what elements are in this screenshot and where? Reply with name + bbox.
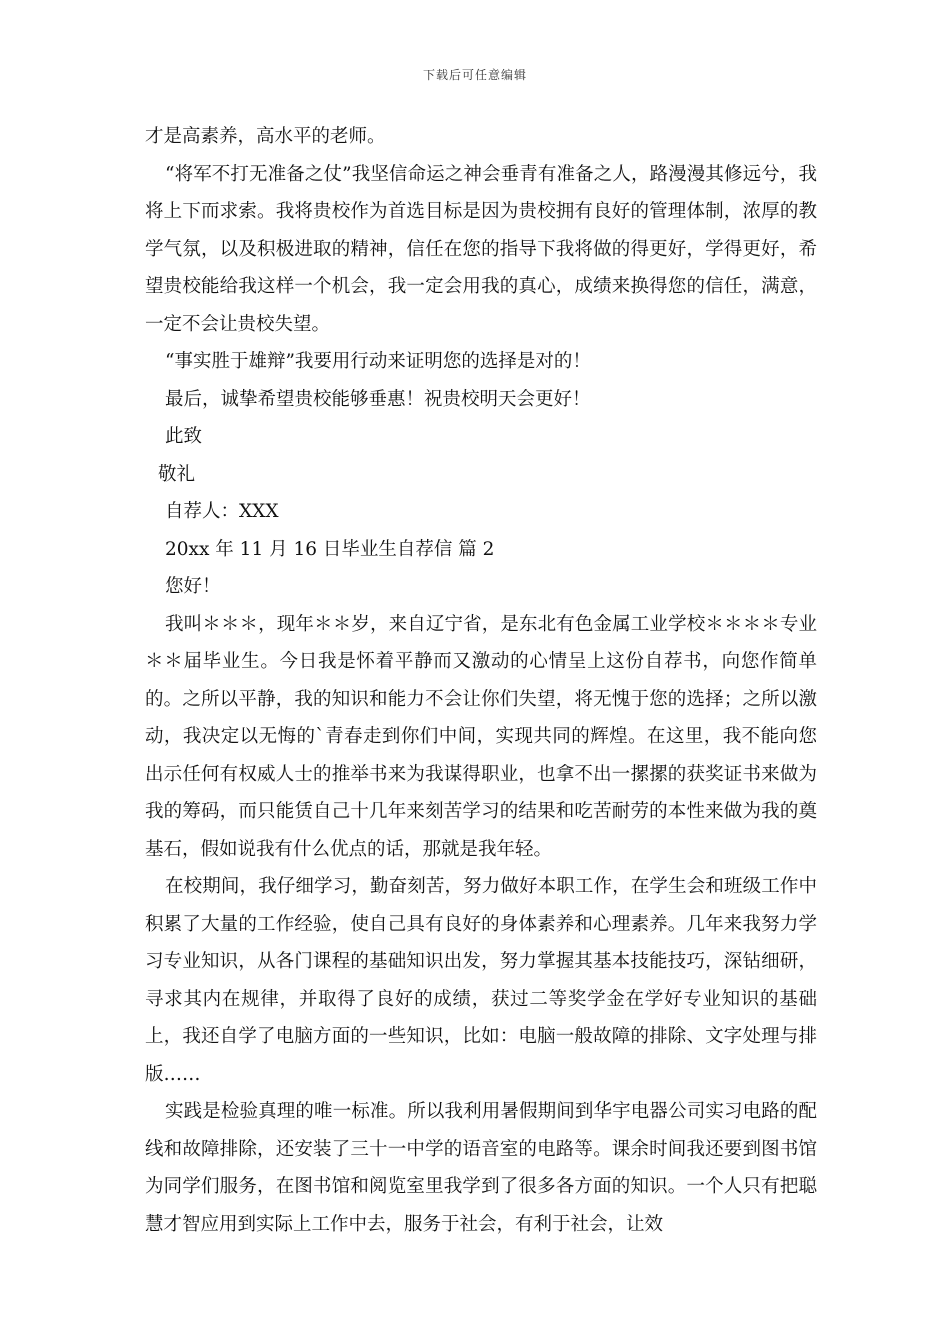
document-body [145,118,817,1243]
greeting: 您好！ [165,576,221,597]
page-header: 下载后可任意编辑 [422,68,527,82]
paragraph-preparation: “将军不打无准备之仗”我坚信命运之神会垂青有准备之人，路漫漫其修远兮，我将上下而求索。我将贵校作为首选目标是因为贵校拥有良好的管理体制，浓厚的教学气氛，以及积极进取的精神，信任在您的指导下我将做的得更好，学得更好，希望贵校能给我这样一个机会，我一定会用我的真心，成绩来换得您的信任，满意，一定不会让贵校失望。 [145,163,817,335]
salutation-cizhi: 此致 [165,426,203,447]
paragraph-continuation: 才是高素养，高水平的老师。 [145,126,386,147]
paragraph-introduction: 我叫＊＊＊，现年＊＊岁，来自辽宁省，是东北有色金属工业学校＊＊＊＊专业＊＊届毕业生。今日我是怀着平静而又激动的心情呈上这份自荐书，向您作简单的。之所以平静，我的知识和能力不会让你们失望，将无愧于您的选择；之所以激动，我决定以无悔的`青春走到你们中间，实现共同的辉煌。在这里，我不能向您出示任何有权威人士的推举书来为我谋得职业，也拿不出一摞摞的获奖证书来做为我的筹码，而只能赁自己十几年来刻苦学习的结果和吃苦耐劳的本性来做为我的奠基石，假如说我有什么优点的话，那就是我年轻。 [145,613,817,860]
paragraph-closing-wish: 最后，诚挚希望贵校能够垂惠！祝贵校明天会更好！ [165,388,591,410]
signature-line: 自荐人：XXX [165,501,279,522]
section-heading: 20xx 年 11 月 16 日毕业生自荐信 篇 2 [165,538,495,560]
paragraph-school-period: 在校期间，我仔细学习，勤奋刻苦，努力做好本职工作，在学生会和班级工作中积累了大量的工作经验，使自己具有良好的身体素养和心理素养。几年来我努力学习专业知识，从各门课程的基础知识出发，努力掌握其基本技能技巧，深钻细研，寻求其内在规律，并取得了良好的成绩，获过二等奖学金在学好专业知识的基础上，我还自学了电脑方面的一些知识，比如：电脑一般故障的排除、文字处理与排版…… [145,876,817,1085]
paragraph-practice: 实践是检验真理的唯一标准。所以我利用暑假期间到华宇电器公司实习电路的配线和故障排除，还安装了三十一中学的语音室的电路等。课余时间我还要到图书馆为同学们服务，在图书馆和阅览室里我学到了很多各方面的知识。一个人只有把聪慧才智应用到实际上工作中去，服务于社会，有利于社会，让效 [145,1101,817,1235]
salutation-jingli: 敬礼 [158,463,196,485]
paragraph-facts: “事实胜于雄辩”我要用行动来证明您的选择是对的！ [165,351,591,372]
